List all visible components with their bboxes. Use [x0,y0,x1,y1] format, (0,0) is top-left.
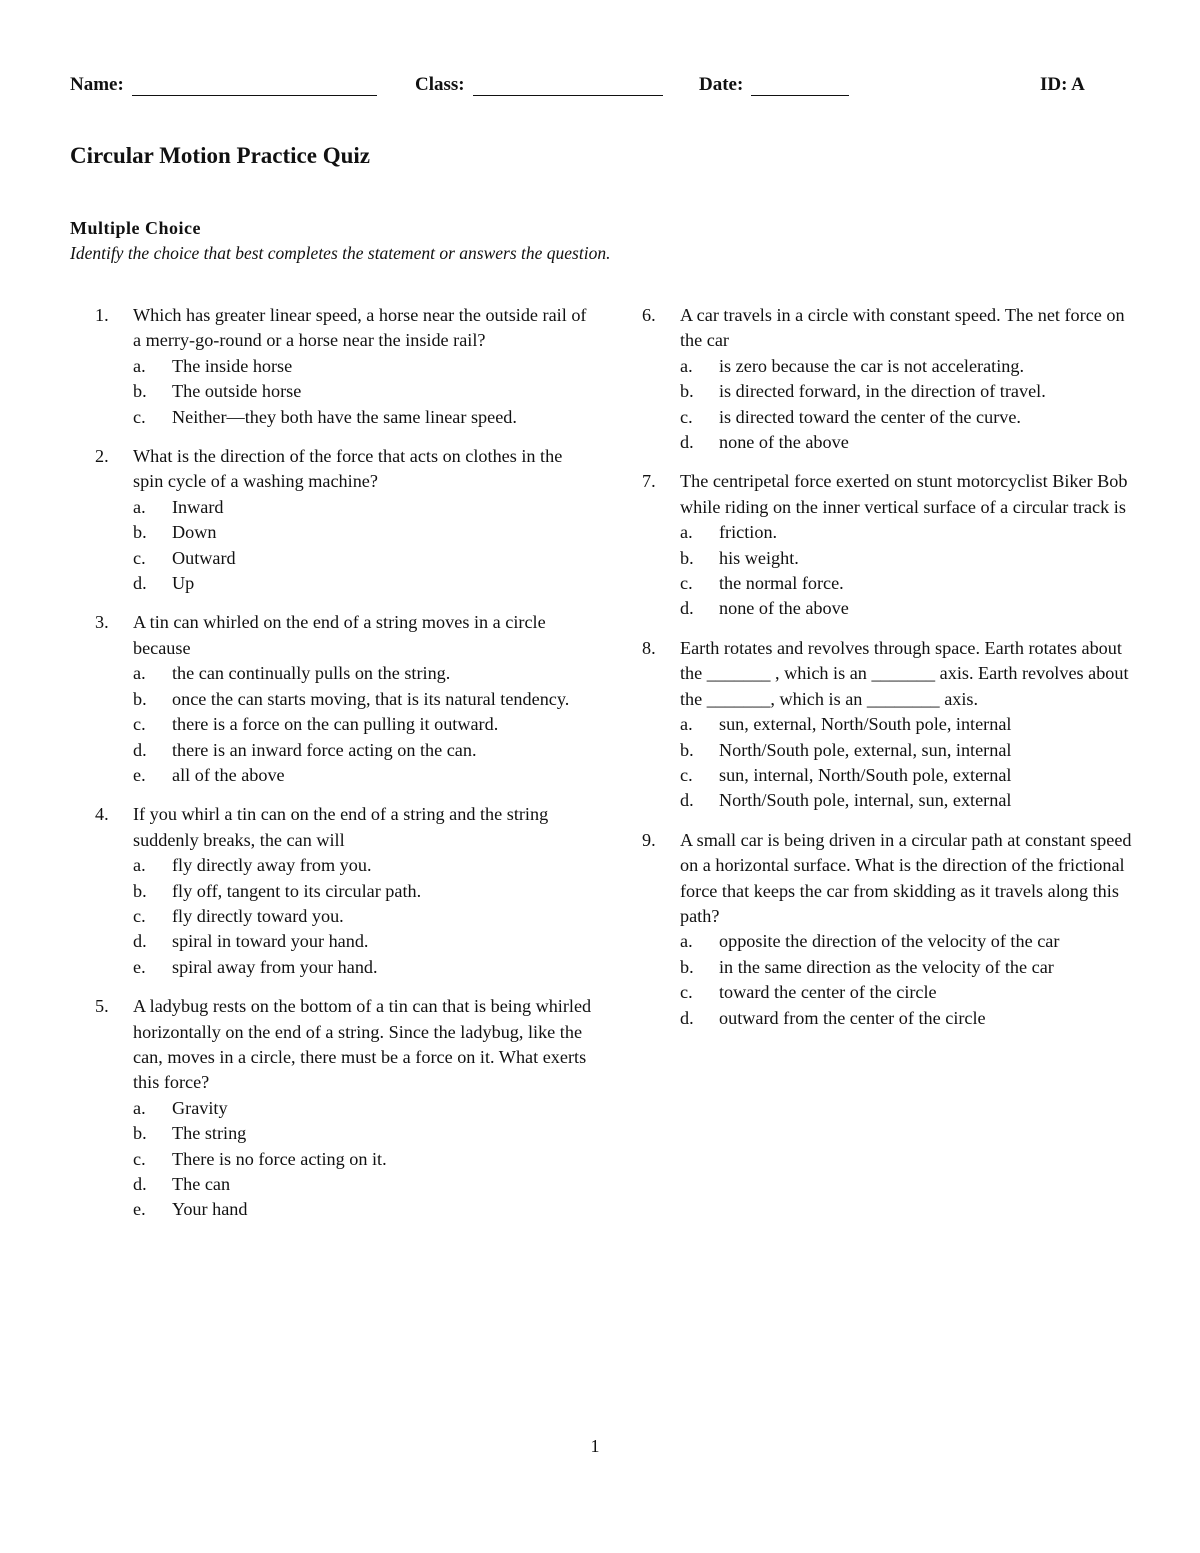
question-number: 9. [642,829,656,850]
question-item [95,802,595,980]
choice-text: sun, external, North/South pole, internal [719,714,1012,735]
answer-choice[interactable] [95,354,595,379]
choice-letter: b. [133,522,147,543]
choice-text: once the can starts moving, that is its natural tendency. [172,688,570,709]
choice-text: friction. [719,522,778,543]
id-label: ID: A [1040,74,1085,95]
answer-choice[interactable] [95,879,595,904]
question-text: What is the direction of the force that acts on clothes in the spin cycle of a washing machine? [133,446,563,492]
choice-text: his weight. [719,547,799,568]
choice-letter: a. [133,1097,146,1118]
choice-letter: d. [133,739,147,760]
answer-choice[interactable] [642,571,1142,596]
answer-choice[interactable] [95,571,595,596]
answer-choice[interactable] [95,904,595,929]
choice-text: sun, internal, North/South pole, external [719,764,1012,785]
question-number: 7. [642,471,656,492]
page-title: Circular Motion Practice Quiz [70,143,370,168]
answer-choice[interactable] [95,379,595,404]
choice-text: in the same direction as the velocity of the car [719,956,1054,977]
header-row [70,74,1130,102]
page-number: 1 [590,1436,600,1456]
answer-choice[interactable] [642,596,1142,621]
answer-choice[interactable] [642,354,1142,379]
date-label: Date: [699,74,744,95]
choice-letter: b. [133,381,147,402]
choice-letter: b. [133,880,147,901]
choice-text: The outside horse [172,381,302,402]
choice-letter: b. [680,956,694,977]
choice-text: spiral in toward your hand. [172,931,369,952]
choice-letter: a. [133,496,146,517]
date-field [699,74,849,96]
choice-letter: d. [133,931,147,952]
answer-choice[interactable] [642,980,1142,1005]
class-field [415,74,663,96]
choice-letter: c. [680,982,693,1003]
question-number: 8. [642,637,656,658]
choice-letter: a. [680,714,693,735]
questions-left-column [95,303,595,1237]
choice-letter: d. [680,790,694,811]
choice-letter: b. [680,381,694,402]
choice-text: the can continually pulls on the string. [172,663,451,684]
question-stem [642,828,1142,930]
answer-choice[interactable] [642,405,1142,430]
answer-choice[interactable] [95,1121,595,1146]
question-item [642,303,1142,455]
choice-letter: c. [680,573,693,594]
answer-choice[interactable] [95,687,595,712]
choice-letter: d. [680,598,694,619]
question-text: A small car is being driven in a circular path at constant speed on a horizontal surface. What is the direction of the frictional force that keeps the car from skidding as it travels along this path? [680,829,1132,926]
choice-text: There is no force acting on it. [172,1148,387,1169]
answer-choice[interactable] [95,955,595,980]
choice-letter: c. [680,764,693,785]
answer-choice[interactable] [95,738,595,763]
name-blank-line [132,77,377,96]
question-number: 1. [95,305,109,325]
answer-choice[interactable] [95,763,595,788]
choice-letter: b. [680,739,694,760]
question-text: Earth rotates and revolves through space. Earth rotates about the _______ , which is an _______ axis. Earth revolves about the _______, which is an ________ axis. [680,637,1129,709]
answer-choice[interactable] [95,929,595,954]
question-item [95,303,595,430]
choice-text: none of the above [719,432,849,453]
question-text: A ladybug rests on the bottom of a tin can that is being whirled horizontally on the end of a string. Since the ladybug, like the can, moves in a circle, there must be a force on it. What exerts this force? [133,996,592,1093]
question-text: A tin can whirled on the end of a string moves in a circle because [133,612,546,658]
choice-text: the normal force. [719,573,844,594]
choice-letter: a. [680,931,693,952]
choice-text: outward from the center of the circle [719,1007,986,1028]
choice-text: The can [172,1174,231,1194]
choice-text: none of the above [719,598,849,619]
question-stem [95,802,595,853]
choice-letter: b. [680,547,694,568]
answer-choice[interactable] [642,520,1142,545]
question-item [642,469,1142,621]
choice-text: The inside horse [172,355,293,376]
question-number: 4. [95,804,109,825]
answer-choice[interactable] [95,661,595,686]
question-number: 2. [95,446,109,467]
question-text: Which has greater linear speed, a horse near the outside rail of a merry-go-round or a horse near the inside rail? [133,305,587,351]
choice-text: The string [172,1123,247,1144]
class-blank-line [473,77,663,96]
questions-right-column [642,303,1142,1045]
answer-choice[interactable] [95,1172,595,1197]
choice-letter: c. [133,1148,146,1169]
answer-choice[interactable] [95,1197,595,1222]
question-number: 6. [642,305,656,325]
question-stem [95,444,595,495]
choice-text: all of the above [172,764,285,785]
question-text: The centripetal force exerted on stunt motorcyclist Biker Bob while riding on the inner vertical surface of a circular track is [680,471,1128,517]
question-stem [642,469,1142,520]
choice-text: Up [172,573,195,594]
choice-letter: c. [133,905,146,926]
choice-letter: d. [133,1174,147,1194]
question-stem [95,303,595,354]
choice-text: is zero because the car is not accelerating. [719,355,1024,376]
question-stem [95,994,595,1096]
choice-letter: a. [133,663,146,684]
name-label: Name: [70,74,124,95]
question-text: A car travels in a circle with constant speed. The net force on the car [680,305,1125,351]
choice-text: there is an inward force acting on the can. [172,739,477,760]
question-item [95,444,595,596]
choice-text: Your hand [172,1199,248,1220]
choice-letter: b. [133,1123,147,1144]
question-stem [642,303,1142,354]
answer-choice[interactable] [95,1147,595,1172]
choice-text: North/South pole, external, sun, internal [719,739,1012,760]
choice-letter: a. [680,355,693,376]
answer-choice[interactable] [642,955,1142,980]
choice-letter: c. [133,406,146,427]
choice-text: North/South pole, internal, sun, external [719,790,1012,811]
answer-choice[interactable] [95,405,595,430]
answer-choice[interactable] [95,495,595,520]
choice-text: spiral away from your hand. [172,956,378,977]
choice-text: Inward [172,496,224,517]
choice-letter: a. [680,522,693,543]
choice-letter: c. [133,714,146,735]
choice-letter: c. [680,406,693,427]
answer-choice[interactable] [642,430,1142,455]
choice-text: toward the center of the circle [719,982,937,1003]
answer-choice[interactable] [642,788,1142,813]
choice-text: is directed toward the center of the curve. [719,406,1021,427]
answer-choice[interactable] [95,520,595,545]
choice-letter: e. [133,1199,146,1220]
choice-text: Gravity [172,1097,228,1118]
choice-letter: e. [133,764,146,785]
answer-choice[interactable] [95,546,595,571]
choice-letter: d. [680,432,694,453]
question-stem [642,636,1142,712]
section-title: Multiple Choice [70,218,201,238]
date-blank-line [751,77,849,96]
choice-text: fly directly away from you. [172,855,372,876]
choice-text: Down [172,522,217,543]
answer-choice[interactable] [642,379,1142,404]
answer-choice[interactable] [642,929,1142,954]
choice-text: fly off, tangent to its circular path. [172,880,422,901]
choice-letter: a. [133,855,146,876]
answer-choice[interactable] [95,853,595,878]
question-item [642,828,1142,1031]
answer-choice[interactable] [642,546,1142,571]
choice-letter: b. [133,688,147,709]
choice-text: fly directly toward you. [172,905,344,926]
choice-text: opposite the direction of the velocity of the car [719,931,1060,952]
choice-text: Outward [172,547,236,568]
choice-text: Neither—they both have the same linear speed. [172,406,517,427]
choice-letter: e. [133,956,146,977]
choice-text: is directed forward, in the direction of travel. [719,381,1046,402]
choice-letter: d. [680,1007,694,1028]
question-item [95,994,595,1223]
section-instructions: Identify the choice that best completes the statement or answers the question. [70,243,611,263]
name-field [70,74,377,96]
question-item [95,610,595,788]
question-item [642,636,1142,814]
choice-letter: a. [133,355,146,376]
answer-choice[interactable] [642,738,1142,763]
question-stem [95,610,595,661]
class-label: Class: [415,74,465,95]
answer-choice[interactable] [642,712,1142,737]
choice-text: there is a force on the can pulling it outward. [172,714,499,735]
answer-choice[interactable] [95,712,595,737]
question-number: 3. [95,612,109,633]
question-number: 5. [95,996,109,1017]
choice-letter: c. [133,547,146,568]
choice-letter: d. [133,573,147,594]
question-text: If you whirl a tin can on the end of a string and the string suddenly breaks, the can will [133,804,549,850]
answer-choice[interactable] [95,1096,595,1121]
answer-choice[interactable] [642,1006,1142,1031]
answer-choice[interactable] [642,763,1142,788]
